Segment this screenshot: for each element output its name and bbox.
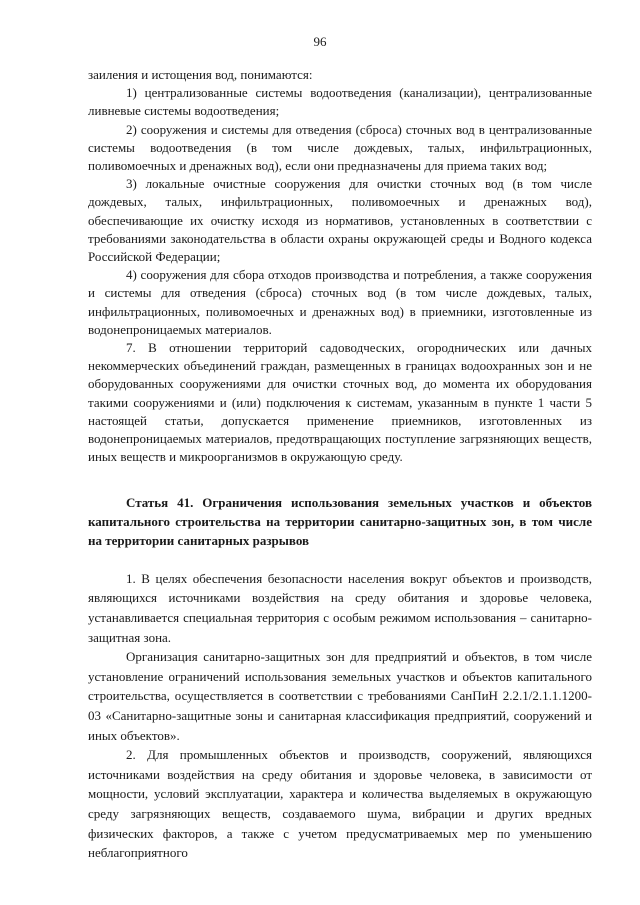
paragraph-clause-1: 1. В целях обеспечения безопасности населения вокруг объектов и производств, являющихся источниками воздействия на среду обитания и здоровье человека, устанавливается специальная территория с особым режимом использования – санитарно-защитная зона. (88, 570, 592, 645)
paragraph-continuation: заиления и истощения вод, понимаются: (88, 67, 313, 82)
document-body (88, 66, 592, 863)
paragraph-organization: Организация санитарно-защитных зон для предприятий и объектов, в том числе установление ограничений использования земельных участков и объектов капитального строительства, осуществляется в соответствии с требованиями СанПиН 2.2.1/2.1.1.1200-03 «Санитарно-защитные зоны и санитарная классификация предприятий, сооружений и иных объектов». (88, 649, 592, 743)
paragraph-item-1: 1) централизованные системы водоотведения (канализации), централизованные ливневые системы водоотведения; (88, 85, 592, 119)
paragraph-item-2: 2) сооружения и системы для отведения (сброса) сточных вод в централизованные системы водоотведения (в том числе дождевых, талых, инфильтрационных, поливомоечных и дренажных вод), если они предназначены для приема таких вод; (88, 121, 592, 174)
paragraph-clause-7: 7. В отношении территорий садоводческих, огороднических или дачных некоммерческих объединений граждан, размещенных в границах водоохранных зон и не оборудованных сооружениями для очистки сточных вод, до момента их оборудования такими сооружениями и (или) подключения к системам, указанным в пункте 1 части 5 настоящей статьи, допускается применение приемников, изготовленных из водонепроницаемых материалов, предотвращающих поступление загрязняющих веществ, иных веществ и микроорганизмов в окружающую среду. (88, 340, 592, 465)
page-number: 96 (313, 34, 327, 49)
paragraph-item-4: 4) сооружения для сбора отходов производства и потребления, а также сооружения и системы для отведения (сброса) сточных вод (в том числе дождевых, талых, инфильтрационных, поливомоечных и дренажных вод) в приемники, изготовленные из водонепроницаемых материалов. (88, 267, 592, 337)
paragraph-clause-2: 2. Для промышленных объектов и производств, сооружений, являющихся источниками воздействия на среду обитания и здоровье человека, в зависимости от мощности, условий эксплуатации, характера и количества выделяемых в окружающую среду загрязняющих веществ, создаваемого шума, вибрации и других вредных физических факторов, а также с учетом предусматриваемых мер по уменьшению неблагоприятного (88, 747, 592, 861)
section-bottom (88, 569, 592, 863)
article-heading: Статья 41. Ограничения использования земельных участков и объектов капитального строительства на территории санитарно-защитных зон, в том числе на территории санитарных разрывов (88, 495, 592, 549)
paragraph-item-3: 3) локальные очистные сооружения для очистки сточных вод (в том числе дождевых, талых, инфильтрационных, поливомоечных и дренажных вод), обеспечивающие их очистку исходя из нормативов, установленных в соответствии с требованиями законодательства в области охраны окружающей среды и Водного кодекса Российской Федерации; (88, 176, 592, 265)
section-top (88, 66, 592, 466)
